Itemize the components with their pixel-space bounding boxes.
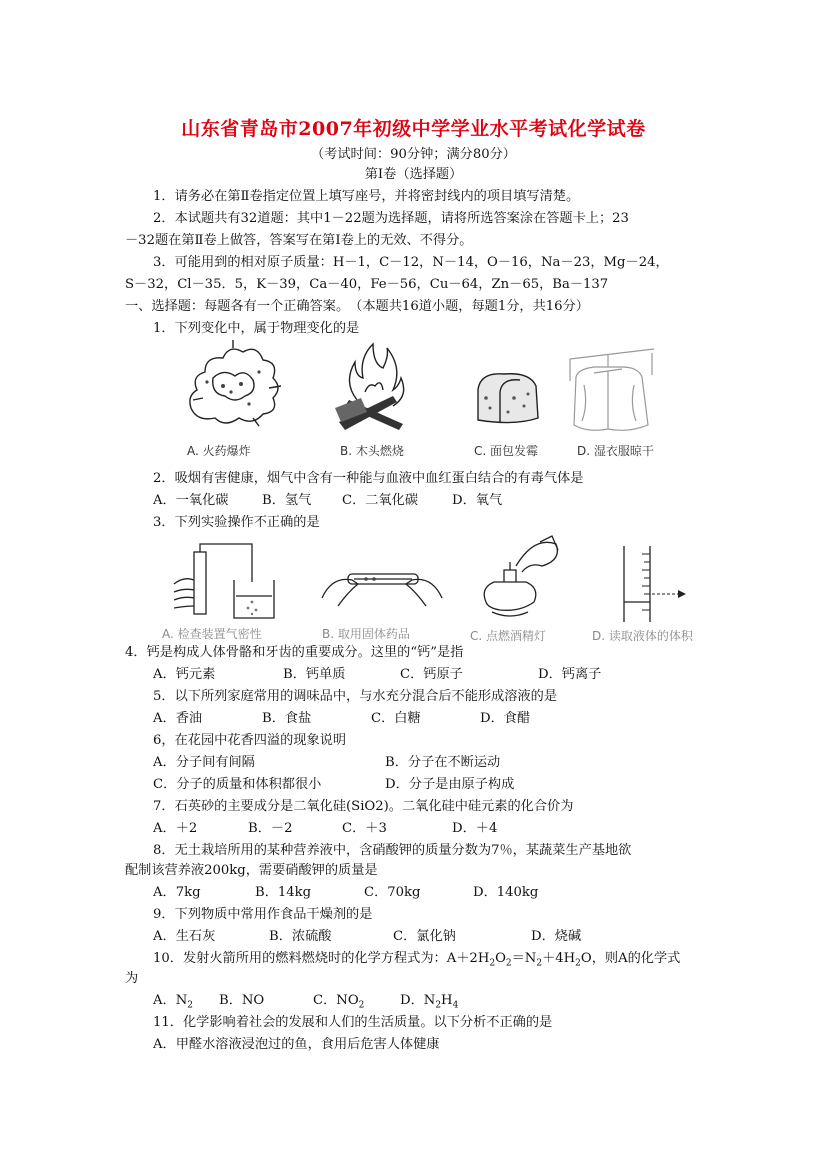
- part1-heading: 第Ⅰ卷（选择题）: [364, 167, 463, 182]
- q2-option-c: C．二氧化碳: [342, 493, 419, 508]
- airtightness-figure: [172, 540, 282, 624]
- q6-option-b: B．分子在不断运动: [385, 755, 501, 770]
- burning-wood-figure: [333, 342, 411, 432]
- q7-stem: 7．石英砂的主要成分是二氧化硅(SiO2)。二氧化硅中硅元素的化合价为: [153, 799, 574, 814]
- moldy-bread-figure: [474, 368, 544, 428]
- q7-option-b: B．－2: [248, 821, 293, 836]
- q4-option-d: D．钙离子: [538, 667, 602, 682]
- explosion-figure: [183, 338, 283, 430]
- q6-stem: 6，在花园中花香四溢的现象说明: [153, 733, 347, 748]
- q10-option-c: C．$NO_2$: [313, 993, 365, 1011]
- read-volume-figure: [614, 542, 694, 626]
- q3-stem: 3．下列实验操作不正确的是: [153, 515, 320, 530]
- q10-stem: 10．发射火箭所用的燃料燃烧时的化学方程式为：$A+2H_2O_2=N_2+4H_2O$，则A的化学式: [153, 951, 681, 969]
- q5-option-a: A．香油: [153, 711, 203, 726]
- section-heading: 一、选择题：每题各有一个正确答案。 （本题共16道小题，每题1分，共16分）: [125, 299, 589, 314]
- q8-option-b: B．14kg: [255, 885, 312, 900]
- alcohol-lamp-figure: [470, 532, 566, 626]
- q9-option-a: A．生石灰: [153, 929, 216, 944]
- q4-option-b: B．钙单质: [283, 667, 346, 682]
- q6-option-a: A．分子间有间隔: [153, 755, 255, 770]
- q2-option-b: B．氢气: [262, 493, 312, 508]
- q3-caption-c: C. 点燃酒精灯: [470, 629, 547, 643]
- q5-option-d: D．食醋: [480, 711, 531, 726]
- q8-option-d: D．140kg: [473, 885, 539, 900]
- q5-stem: 5．以下所列家庭常用的调味品中，与水充分混合后不能形成溶液的是: [153, 689, 558, 704]
- q10-option-b: B．NO: [219, 993, 265, 1008]
- q4-stem: 4．钙是构成人体骨骼和牙齿的重要成分。这里的“钙”是指: [125, 645, 464, 660]
- q3-caption-a: A. 检查装置气密性: [162, 627, 262, 641]
- note-3: 3．可能用到的相对原子质量：H－1，C－12，N－14，O－16，Na－23，Mg－24，: [153, 255, 669, 270]
- q9-option-b: B．浓硫酸: [269, 929, 332, 944]
- q2-stem: 2．吸烟有害健康，烟气中含有一种能与血液中血红蛋白结合的有毒气体是: [153, 471, 584, 486]
- q9-stem: 9．下列物质中常用作食品干燥剂的是: [153, 907, 373, 922]
- q5-option-b: B．食盐: [262, 711, 312, 726]
- q1-stem: 1．下列变化中，属于物理变化的是: [153, 321, 360, 336]
- q2-option-a: A．一氧化碳: [153, 493, 229, 508]
- q7-option-a: A．＋2: [153, 821, 198, 836]
- q8-stem-cont: 配制该营养液200kg，需要硝酸钾的质量是: [125, 863, 378, 878]
- q1-caption-a: A. 火药爆炸: [187, 444, 251, 458]
- q3-caption-d: D. 读取液体的体积: [592, 629, 693, 643]
- q11-option-a: A．甲醛水溶液浸泡过的鱼，食用后危害人体健康: [153, 1037, 440, 1052]
- q9-option-d: D．烧碱: [531, 929, 582, 944]
- q8-option-c: C．70kg: [364, 885, 421, 900]
- note-1: 1．请务必在第Ⅱ卷指定位置上填写座号，并将密封线内的项目填写清楚。: [153, 189, 580, 204]
- q8-option-a: A．7kg: [153, 885, 201, 900]
- q11-stem: 11．化学影响着社会的发展和人们的生活质量。以下分析不正确的是: [153, 1015, 553, 1030]
- q10-stem-cont: 为: [125, 971, 139, 986]
- q6-option-c: C．分子的质量和体积都很小: [153, 777, 322, 792]
- page-title: 山东省青岛市2007年初级中学学业水平考试化学试卷: [181, 118, 646, 140]
- q7-option-d: D．＋4: [452, 821, 498, 836]
- note-2-cont: －32题在第Ⅱ卷上做答，答案写在第Ⅰ卷上的无效、不得分。: [125, 233, 473, 248]
- q9-option-c: C．氯化钠: [393, 929, 456, 944]
- q4-option-a: A．钙元素: [153, 667, 216, 682]
- q2-option-d: D．氧气: [452, 493, 503, 508]
- q3-caption-b: B. 取用固体药品: [322, 627, 410, 641]
- exam-info: （考试时间：90分钟；满分80分）: [311, 147, 516, 162]
- q6-option-d: D．分子是由原子构成: [385, 777, 515, 792]
- q4-option-c: C．钙原子: [400, 667, 463, 682]
- note-3-cont: S－32，Cl－35．5，K－39，Ca－40，Fe－56，Cu－64，Zn－65，Ba－137: [125, 277, 609, 292]
- q7-option-c: C．＋3: [342, 821, 387, 836]
- q5-option-c: C．白糖: [371, 711, 421, 726]
- note-2: 2．本试题共有32道题：其中1－22题为选择题，请将所选答案涂在答题卡上；23: [153, 211, 629, 226]
- q1-caption-d: D. 湿衣服晾干: [577, 444, 654, 458]
- q10-option-d: D．$N_2H_4$: [400, 993, 459, 1011]
- drying-clothes-figure: [568, 345, 656, 435]
- q1-caption-c: C. 面包发霉: [474, 444, 539, 458]
- q10-option-a: A．$N_2$: [153, 993, 193, 1011]
- q8-stem: 8．无土栽培所用的某种营养液中，含硝酸钾的质量分数为7％，某蔬菜生产基地欲: [153, 843, 632, 858]
- solid-reagent-figure: [318, 558, 446, 614]
- q1-caption-b: B. 木头燃烧: [340, 444, 404, 458]
